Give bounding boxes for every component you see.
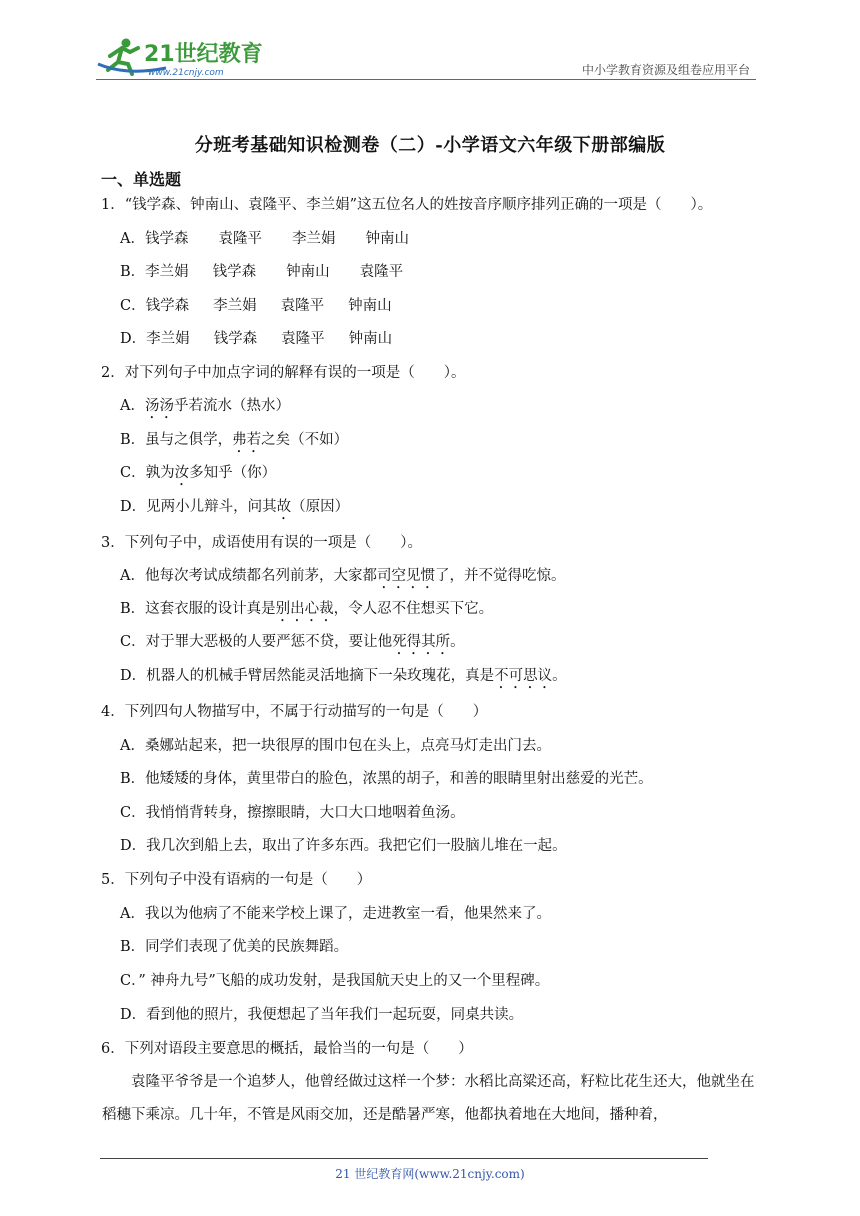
site-logo	[96, 34, 266, 78]
document-title: 分班考基础知识检测卷（二）-小学语文六年级下册部编版	[194, 135, 666, 156]
q2-option-c: C．孰为汝多知乎（你）	[120, 465, 277, 481]
q5-option-d: D．看到他的照片，我便想起了当年我们一起玩耍，同桌共读。	[120, 1007, 524, 1023]
svg-text:www.21cnjy.com: www.21cnjy.com	[148, 68, 224, 78]
page-header	[96, 34, 756, 82]
platform-name: 中小学教育资源及组卷应用平台	[581, 63, 750, 77]
question-2: 2．对下列句子中加点字词的解释有误的一项是（ ）。	[101, 365, 466, 381]
q3-option-d: D．机器人的机械手臂居然能灵活地摘下一朵玫瑰花，真是不可思议。	[120, 668, 567, 684]
q6-passage: 袁隆平爷爷是一个追梦人，他曾经做过这样一个梦：水稻比高粱还高，籽粒比花生还大，他就坐在稻穗下乘凉。几十年，不管是风雨交加，还是酷暑严寒，他都执着地在大地间，播种着，	[102, 1074, 755, 1123]
footer-divider	[100, 1158, 708, 1159]
q2-option-a: A．汤汤乎若流水（热水）	[120, 398, 290, 414]
q5-option-c: C．” 神舟九号”飞船的成功发射，是我国航天史上的又一个里程碑。	[120, 973, 550, 989]
q4-option-d: D．我几次到船上去，取出了许多东西。我把它们一股脑儿堆在一起。	[120, 838, 567, 854]
q4-option-a: A．桑娜站起来，把一块很厚的围巾包在头上，点亮马灯走出门去。	[120, 738, 551, 754]
question-5: 5．下列句子中没有语病的一句是（ ）	[101, 872, 372, 888]
header-divider	[96, 79, 756, 80]
question-6: 6．下列对语段主要意思的概括，最恰当的一句是（ ）	[101, 1041, 473, 1057]
q2-option-d: D．见两小儿辩斗，问其故（原因）	[120, 499, 350, 515]
q3-option-a: A．他每次考试成绩都名列前茅，大家都司空见惯了，并不觉得吃惊。	[120, 568, 566, 584]
q5-option-b: B．同学们表现了优美的民族舞蹈。	[120, 939, 349, 955]
q1-option-c: C．钱学森 李兰娟 袁隆平 钟南山	[120, 298, 392, 314]
q4-option-b: B．他矮矮的身体，黄里带白的脸色，浓黑的胡子，和善的眼睛里射出慈爱的光芒。	[120, 771, 653, 787]
q2-option-b: B．虽与之俱学，弗若之矣（不如）	[120, 432, 349, 448]
question-1: 1．“钱学森、钟南山、袁隆平、李兰娟”这五位名人的姓按音序顺序排列正确的一项是（ ）。	[101, 197, 713, 213]
question-4: 4．下列四句人物描写中，不属于行动描写的一句是（ ）	[101, 704, 488, 720]
footer-text: 21 世纪教育网(www.21cnjy.com)	[335, 1167, 525, 1181]
q1-option-b: B．李兰娟 钱学森 钟南山 袁隆平	[120, 264, 404, 280]
svg-text:21世纪教育: 21世纪教育	[144, 42, 263, 67]
q3-option-b: B．这套衣服的设计真是别出心裁，令人忍不住想买下它。	[120, 601, 494, 617]
q4-option-c: C．我悄悄背转身，擦擦眼睛，大口大口地咽着鱼汤。	[120, 805, 465, 821]
q5-option-a: A．我以为他病了不能来学校上课了，走进教室一看，他果然来了。	[120, 906, 551, 922]
section-heading: 一、单选题	[101, 170, 182, 189]
q3-option-c: C．对于罪大恶极的人要严惩不贷，要让他死得其所。	[120, 634, 465, 650]
q1-option-d: D．李兰娟 钱学森 袁隆平 钟南山	[120, 331, 393, 347]
question-3: 3．下列句子中，成语使用有误的一项是（ ）。	[101, 535, 422, 551]
q1-option-a: A．钱学森 袁隆平 李兰娟 钟南山	[120, 231, 409, 247]
